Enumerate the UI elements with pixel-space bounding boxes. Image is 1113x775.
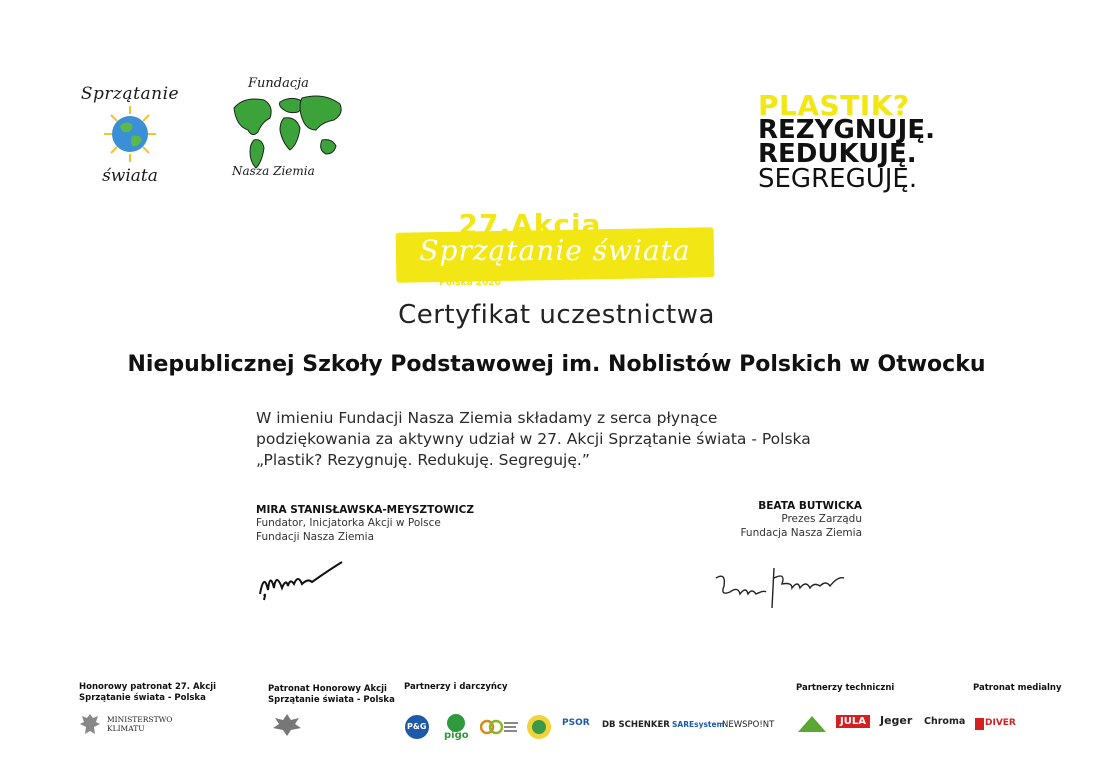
footer-heading: Patronat Honorowy Akcji Sprzątanie świata - Polska bbox=[268, 684, 395, 705]
slogan-line-4: SEGREGUJĘ. bbox=[758, 164, 918, 194]
diver-logo-icon bbox=[975, 718, 984, 730]
globe-icon bbox=[100, 106, 160, 162]
signatory-name: BEATA BUTWICKA bbox=[758, 500, 862, 512]
signature-2 bbox=[712, 560, 872, 612]
zwiazek-logo bbox=[480, 716, 520, 738]
certificate-title: Certyfikat uczestnictwa bbox=[398, 300, 715, 330]
slogan-line-2: REZYGNUJĘ. bbox=[758, 115, 935, 145]
body-line-3: „Plastik? Rezygnuję. Redukuję. Segreguję.” bbox=[256, 451, 590, 469]
certificate-body bbox=[256, 408, 862, 471]
footer-heading: Honorowy patronat 27. Akcji Sprzątanie świata - Polska bbox=[79, 682, 217, 703]
saresystem-text: SAREsystem bbox=[672, 720, 725, 729]
signatory-org: Fundacji Nasza Ziemia bbox=[256, 531, 375, 543]
footer-heading: Partnerzy techniczni bbox=[796, 683, 895, 693]
signatory-org: Fundacja Nasza Ziemia bbox=[740, 527, 862, 539]
coat-of-arms-icon bbox=[268, 712, 306, 736]
ministry-name-1: MINISTERSTWO bbox=[107, 715, 173, 724]
badge-name: Sprzątanie świata bbox=[419, 234, 691, 267]
leroy-merlin-logo bbox=[796, 714, 828, 734]
jeger-text: Jeger bbox=[880, 714, 913, 727]
footer-media-patronage bbox=[973, 683, 1073, 694]
badge-number: 27.Akcja bbox=[458, 208, 602, 241]
body-line-1: W imieniu Fundacji Nasza Ziemia składamy z serca płynące bbox=[256, 409, 718, 427]
eagle-emblem-icon bbox=[79, 712, 101, 736]
psor-text: PSOR bbox=[562, 718, 590, 728]
footer-honorary-patronage-2 bbox=[268, 684, 398, 740]
badge-year: Polska 2020 bbox=[439, 278, 501, 288]
slogan-line-1: PLASTIK? bbox=[758, 89, 910, 122]
signatory-role: Prezes Zarządu bbox=[781, 513, 862, 525]
body-line-2: podziękowania za aktywny udział w 27. Akcji Sprzątanie świata - Polska bbox=[256, 430, 811, 448]
ministry-logo bbox=[79, 712, 219, 736]
pg-text: P&G bbox=[407, 722, 427, 731]
slogan-line-3: REDUKUJĘ. bbox=[758, 139, 917, 169]
media-logos bbox=[975, 716, 1035, 736]
footer-honorary-patronage-1 bbox=[79, 682, 219, 736]
ministry-name-2: KLIMATU bbox=[107, 724, 145, 733]
eco-badge-logo bbox=[526, 714, 552, 740]
nasza-ziemia-text: Nasza Ziemia bbox=[232, 164, 315, 178]
footer-heading: Patronat medialny bbox=[973, 683, 1062, 693]
signatory-name: MIRA STANISŁAWSKA-MEYSZTOWICZ bbox=[256, 504, 474, 516]
sprzatanie-swiata-logo bbox=[70, 84, 190, 194]
plastik-slogan bbox=[758, 89, 1058, 194]
akcja-badge bbox=[390, 208, 720, 290]
pigo-text: pigo bbox=[444, 730, 469, 741]
signatory-role: Fundator, Inicjatorka Akcji w Polsce bbox=[256, 517, 441, 529]
diver-text: DIVER bbox=[985, 718, 1016, 728]
footer-heading: Partnerzy i darczyńcy bbox=[404, 682, 508, 692]
partners-logos bbox=[404, 712, 784, 742]
schenker-text: DB SCHENKER bbox=[602, 720, 670, 730]
fundacja-text: Fundacja bbox=[248, 76, 309, 91]
certificate-recipient: Niepublicznej Szkoły Podstawowej im. Noblistów Polskich w Otwocku bbox=[127, 352, 986, 377]
signatory-2 bbox=[660, 500, 862, 540]
logo-text-bottom: świata bbox=[102, 166, 158, 186]
signature-1 bbox=[256, 560, 366, 604]
newspoint-text: NEWSPO!NT bbox=[722, 720, 775, 730]
logo-text-top: Sprzątanie bbox=[80, 84, 180, 104]
jula-text: JULA bbox=[836, 715, 870, 728]
footer-technical-partners bbox=[796, 683, 916, 694]
technical-logos bbox=[796, 712, 976, 740]
signatory-1 bbox=[256, 504, 516, 544]
chroma-text: Chroma bbox=[924, 716, 966, 727]
fundacja-nasza-ziemia-logo bbox=[224, 76, 354, 191]
footer-partners bbox=[404, 682, 604, 693]
